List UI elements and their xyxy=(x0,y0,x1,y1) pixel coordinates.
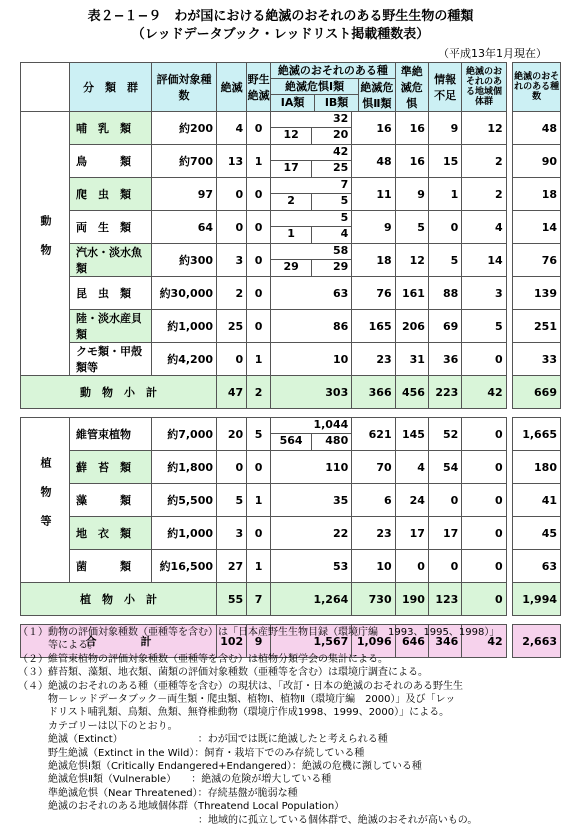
header-row xyxy=(21,63,561,112)
wild-extinct-count: 5 xyxy=(247,418,271,451)
note-line: （４）絶滅のおそれのある種（亜種等を含む）の現状は、「改訂・日本の絶滅のおそれのある野生生 xyxy=(18,680,463,692)
nt-count: 16 xyxy=(395,112,428,145)
cr-en-total: 7 xyxy=(271,178,351,194)
extinct-count: 3 xyxy=(217,517,247,550)
total-threatened-count: 90 xyxy=(513,145,561,178)
nt-count: 16 xyxy=(395,145,428,178)
extinct-count: 47 xyxy=(217,376,247,409)
taxon-name: クモ類・甲殻類等 xyxy=(70,343,152,376)
table-row xyxy=(21,550,561,583)
spacer xyxy=(21,616,561,625)
ib-value: 20 xyxy=(332,128,349,141)
local-pop-count: 0 xyxy=(462,343,506,376)
table-subtitle: （レッドデータブック・レッドリスト掲載種数表） xyxy=(131,27,430,42)
wild-extinct-count: 0 xyxy=(247,310,271,343)
table-row xyxy=(21,112,561,145)
taxon-name: 昆 虫 類 xyxy=(70,277,152,310)
ia-value: 17 xyxy=(271,161,312,177)
ib-value: 480 xyxy=(325,434,349,447)
vu-count: 48 xyxy=(352,145,395,178)
wild-extinct-count: 0 xyxy=(247,244,271,277)
note-line: 野生絶滅（Extinct in the Wild）：飼育・栽培下でのみ存続している種 xyxy=(18,747,365,759)
taxon-name: 両 生 類 xyxy=(70,211,152,244)
table-row xyxy=(21,178,561,211)
evaluated-count: 約200 xyxy=(151,112,216,145)
taxon-name: 陸・淡水産貝類 xyxy=(70,310,152,343)
total-threatened-count: 251 xyxy=(513,310,561,343)
wild-extinct-count: 1 xyxy=(247,550,271,583)
header-wild-extinct: 野生絶滅 xyxy=(247,63,271,112)
total-threatened-count: 63 xyxy=(513,550,561,583)
dd-count: 0 xyxy=(428,484,461,517)
table-row xyxy=(21,418,561,451)
wild-extinct-count: 1 xyxy=(247,484,271,517)
dd-count: 36 xyxy=(428,343,461,376)
header-group: 分 類 群 xyxy=(70,63,152,112)
nt-count: 17 xyxy=(395,517,428,550)
note-line: 絶滅危惧Ⅱ類（Vulnerable） ：絶滅の危険が増大している種 xyxy=(18,774,332,786)
wild-extinct-count: 9 xyxy=(247,625,271,658)
nt-count: 12 xyxy=(395,244,428,277)
wild-extinct-count: 7 xyxy=(247,583,271,616)
cr-en-total: 58 xyxy=(271,244,351,260)
cr-en-cell: 10 xyxy=(271,343,352,376)
taxon-name: 維管束植物 xyxy=(70,418,152,451)
cr-en-cell xyxy=(271,418,352,451)
ib-value: 4 xyxy=(340,227,349,240)
local-pop-count: 0 xyxy=(462,517,506,550)
extinct-count: 27 xyxy=(217,550,247,583)
subtotal-row xyxy=(21,376,561,409)
extinct-count: 25 xyxy=(217,310,247,343)
table-row xyxy=(21,244,561,277)
taxon-name: 地 衣 類 xyxy=(70,517,152,550)
note-line: （１）動物の評価対象種数（亜種等を含む）は「日本産野生生物目録（環境庁編 1993、1995、1998）」 xyxy=(18,627,500,638)
spacer-row xyxy=(21,616,561,625)
extinct-count: 0 xyxy=(217,343,247,376)
note-line: 絶滅のおそれのある地域個体群（Threatend Local Population） xyxy=(18,801,345,813)
local-pop-count: 0 xyxy=(462,418,506,451)
header-dd: 情報不足 xyxy=(428,63,461,112)
red-list-table xyxy=(20,62,561,658)
cr-en-cell xyxy=(271,211,352,244)
cr-en-cell: 110 xyxy=(271,451,352,484)
extinct-count: 0 xyxy=(217,451,247,484)
cr-en-cell: 63 xyxy=(271,277,352,310)
header-local-pop: 絶滅のおそれのある地域個体群 xyxy=(462,63,506,112)
header-nt: 準絶滅危惧 xyxy=(395,63,428,112)
header-ib: ⅠB類 xyxy=(324,95,349,109)
total-threatened-count: 2,663 xyxy=(513,625,561,658)
header-vu: 絶滅危惧Ⅱ類 xyxy=(360,80,394,110)
wild-extinct-count: 0 xyxy=(247,178,271,211)
total-threatened-count: 1,994 xyxy=(513,583,561,616)
total-threatened-count: 1,665 xyxy=(513,418,561,451)
taxon-name: 汽水・淡水魚類 xyxy=(70,244,152,277)
dd-count: 223 xyxy=(428,376,461,409)
note-line: （３）蘚苔類、藻類、地衣類、菌類の評価対象種数（亜種等を含む）は環境庁調査による。 xyxy=(18,667,428,679)
note-line: 絶滅（Extinct） ：わが国では既に絶滅したと考えられる種 xyxy=(18,734,388,746)
local-pop-count: 2 xyxy=(462,145,506,178)
wild-extinct-count: 2 xyxy=(247,376,271,409)
taxon-name: 蘚 苔 類 xyxy=(70,451,152,484)
dd-count: 9 xyxy=(428,112,461,145)
cr-en-cell: 35 xyxy=(271,484,352,517)
total-threatened-count: 45 xyxy=(513,517,561,550)
evaluated-count: 約16,500 xyxy=(151,550,216,583)
taxon-name: 菌 類 xyxy=(70,550,152,583)
header-ia: ⅠA類 xyxy=(271,95,315,111)
extinct-count: 55 xyxy=(217,583,247,616)
cr-en-total: 303 xyxy=(271,376,352,409)
header-cr-en: 絶滅危惧Ⅰ類 xyxy=(271,79,358,95)
cr-en-cell xyxy=(271,244,352,277)
nt-count: 145 xyxy=(395,418,428,451)
wild-extinct-count: 1 xyxy=(247,343,271,376)
nt-count: 0 xyxy=(395,550,428,583)
extinct-count: 20 xyxy=(217,418,247,451)
header-total-threatened: 絶滅のおそれのある種数 xyxy=(513,63,561,112)
vu-count: 621 xyxy=(352,418,395,451)
table-title: 表２−１−９ わが国における絶滅のおそれのある野生生物の種類 xyxy=(87,9,474,24)
table-row xyxy=(21,277,561,310)
vu-count: 165 xyxy=(352,310,395,343)
local-pop-count: 3 xyxy=(462,277,506,310)
nt-count: 456 xyxy=(395,376,428,409)
local-pop-count: 42 xyxy=(462,376,506,409)
note-line: ：地域的に孤立している個体群で、絶滅のおそれが高いもの。 xyxy=(18,814,478,826)
evaluated-count: 約700 xyxy=(151,145,216,178)
wild-extinct-count: 0 xyxy=(247,211,271,244)
local-pop-count: 42 xyxy=(462,625,506,658)
wild-extinct-count: 0 xyxy=(247,517,271,550)
local-pop-count: 0 xyxy=(462,484,506,517)
table-row xyxy=(21,451,561,484)
ia-value: 564 xyxy=(271,434,312,450)
nt-count: 9 xyxy=(395,178,428,211)
note-line: 準絶滅危惧（Near Threatened）：存続基盤が脆弱な種 xyxy=(18,787,298,799)
cr-en-cell: 86 xyxy=(271,310,352,343)
vu-count: 18 xyxy=(352,244,395,277)
vu-count: 6 xyxy=(352,484,395,517)
note-line: カテゴリーは以下のとおり。 xyxy=(18,720,178,732)
ia-value: 29 xyxy=(271,260,312,276)
cr-en-cell xyxy=(271,145,352,178)
evaluated-count: 約30,000 xyxy=(151,277,216,310)
total-threatened-count: 41 xyxy=(513,484,561,517)
evaluated-count: 64 xyxy=(151,211,216,244)
local-pop-count: 0 xyxy=(462,583,506,616)
extinct-count: 0 xyxy=(217,178,247,211)
vu-count: 16 xyxy=(352,112,395,145)
nt-count: 161 xyxy=(395,277,428,310)
notes-section xyxy=(18,626,553,827)
nt-count: 5 xyxy=(395,211,428,244)
dd-count: 1 xyxy=(428,178,461,211)
wild-extinct-count: 0 xyxy=(247,277,271,310)
ia-value: 12 xyxy=(271,128,312,144)
evaluated-count: 約1,000 xyxy=(151,517,216,550)
subtotal-label: 合 計 xyxy=(21,625,217,658)
table-row xyxy=(21,343,561,376)
header-blank xyxy=(21,63,70,112)
spacer-row xyxy=(21,409,561,418)
cr-en-total: 42 xyxy=(271,145,351,161)
total-threatened-count: 14 xyxy=(513,211,561,244)
local-pop-count: 2 xyxy=(462,178,506,211)
cr-en-total: 32 xyxy=(271,112,351,128)
subtotal-label: 植 物 小 計 xyxy=(21,583,217,616)
local-pop-count: 0 xyxy=(462,451,506,484)
vu-count: 1,096 xyxy=(352,625,395,658)
taxon-name: 哺 乳 類 xyxy=(70,112,152,145)
extinct-count: 102 xyxy=(217,625,247,658)
vu-count: 730 xyxy=(352,583,395,616)
wild-extinct-count: 0 xyxy=(247,112,271,145)
note-line: 絶滅危惧Ⅰ類（Critically Endangered+Endangered）：絶滅の危機に瀕している種 xyxy=(18,761,422,773)
total-threatened-count: 76 xyxy=(513,244,561,277)
cr-en-total: 5 xyxy=(271,211,351,227)
table-row xyxy=(21,145,561,178)
total-threatened-count: 139 xyxy=(513,277,561,310)
extinct-count: 5 xyxy=(217,484,247,517)
vu-count: 10 xyxy=(352,550,395,583)
subtotal-row xyxy=(21,583,561,616)
dd-count: 15 xyxy=(428,145,461,178)
local-pop-count: 14 xyxy=(462,244,506,277)
vu-count: 70 xyxy=(352,451,395,484)
nt-count: 31 xyxy=(395,343,428,376)
dd-count: 5 xyxy=(428,244,461,277)
extinct-count: 3 xyxy=(217,244,247,277)
extinct-count: 13 xyxy=(217,145,247,178)
ib-value: 25 xyxy=(332,161,349,174)
vu-count: 9 xyxy=(352,211,395,244)
extinct-count: 2 xyxy=(217,277,247,310)
extinct-count: 0 xyxy=(217,211,247,244)
dd-count: 0 xyxy=(428,211,461,244)
dd-count: 54 xyxy=(428,451,461,484)
table-row xyxy=(21,517,561,550)
nt-count: 646 xyxy=(395,625,428,658)
total-threatened-count: 48 xyxy=(513,112,561,145)
taxon-name: 藻 類 xyxy=(70,484,152,517)
evaluated-count: 約7,000 xyxy=(151,418,216,451)
dd-count: 52 xyxy=(428,418,461,451)
cr-en-cell: 53 xyxy=(271,550,352,583)
local-pop-count: 0 xyxy=(462,550,506,583)
ib-value: 29 xyxy=(332,260,349,273)
total-threatened-count: 18 xyxy=(513,178,561,211)
note-line: ドリスト哺乳類、鳥類、魚類、無脊椎動物（環境庁作成1998、1999、2000）」による。 xyxy=(18,707,450,719)
header-threatened-label: 絶滅のおそれのある種 xyxy=(271,64,395,79)
taxon-name: 爬 虫 類 xyxy=(70,178,152,211)
total-threatened-count: 669 xyxy=(513,376,561,409)
evaluated-count: 97 xyxy=(151,178,216,211)
vu-count: 366 xyxy=(352,376,395,409)
note-line: 物－レッドデータブック－両生類・爬虫類、植物Ⅰ、植物Ⅱ（環境庁編 2000）」及び「レッ xyxy=(18,694,456,706)
dd-count: 0 xyxy=(428,550,461,583)
evaluated-count: 約1,000 xyxy=(151,310,216,343)
group-label: 動物 xyxy=(21,112,70,376)
wild-extinct-count: 1 xyxy=(247,145,271,178)
extinct-count: 4 xyxy=(217,112,247,145)
table-row xyxy=(21,310,561,343)
local-pop-count: 12 xyxy=(462,112,506,145)
cr-en-total: 1,044 xyxy=(271,418,351,434)
ia-value: 1 xyxy=(271,227,312,243)
table-row xyxy=(21,484,561,517)
nt-count: 24 xyxy=(395,484,428,517)
subtotal-label: 動 物 小 計 xyxy=(21,376,217,409)
wild-extinct-count: 0 xyxy=(247,451,271,484)
note-line: 等による。 xyxy=(18,640,98,652)
total-threatened-count: 180 xyxy=(513,451,561,484)
vu-count: 23 xyxy=(352,343,395,376)
cr-en-total: 1,567 xyxy=(271,625,352,658)
vu-count: 76 xyxy=(352,277,395,310)
taxon-name: 鳥 類 xyxy=(70,145,152,178)
nt-count: 190 xyxy=(395,583,428,616)
header-threatened xyxy=(271,63,396,112)
ia-value: 2 xyxy=(271,194,312,210)
cr-en-cell xyxy=(271,178,352,211)
table-row xyxy=(21,211,561,244)
dd-count: 88 xyxy=(428,277,461,310)
evaluated-count: 約1,800 xyxy=(151,451,216,484)
evaluated-count: 約300 xyxy=(151,244,216,277)
dd-count: 69 xyxy=(428,310,461,343)
cr-en-cell: 22 xyxy=(271,517,352,550)
ib-value: 5 xyxy=(340,194,349,207)
local-pop-count: 4 xyxy=(462,211,506,244)
dd-count: 17 xyxy=(428,517,461,550)
nt-count: 206 xyxy=(395,310,428,343)
header-evaluated: 評価対象種数 xyxy=(151,63,216,112)
local-pop-count: 5 xyxy=(462,310,506,343)
cr-en-total: 1,264 xyxy=(271,583,352,616)
evaluated-count: 約4,200 xyxy=(151,343,216,376)
total-threatened-count: 33 xyxy=(513,343,561,376)
as-of-date: （平成13年1月現在） xyxy=(438,47,547,60)
spacer xyxy=(21,409,561,418)
group-label: 植物等 xyxy=(21,418,70,583)
cr-en-cell xyxy=(271,112,352,145)
vu-count: 23 xyxy=(352,517,395,550)
header-extinct: 絶滅 xyxy=(217,63,247,112)
note-line: （２）維管束植物の評価対象種数（亜種等を含む）は植物分類学会の集計による。 xyxy=(18,653,388,665)
vu-count: 11 xyxy=(352,178,395,211)
dd-count: 346 xyxy=(428,625,461,658)
dd-count: 123 xyxy=(428,583,461,616)
evaluated-count: 約5,500 xyxy=(151,484,216,517)
nt-count: 4 xyxy=(395,451,428,484)
